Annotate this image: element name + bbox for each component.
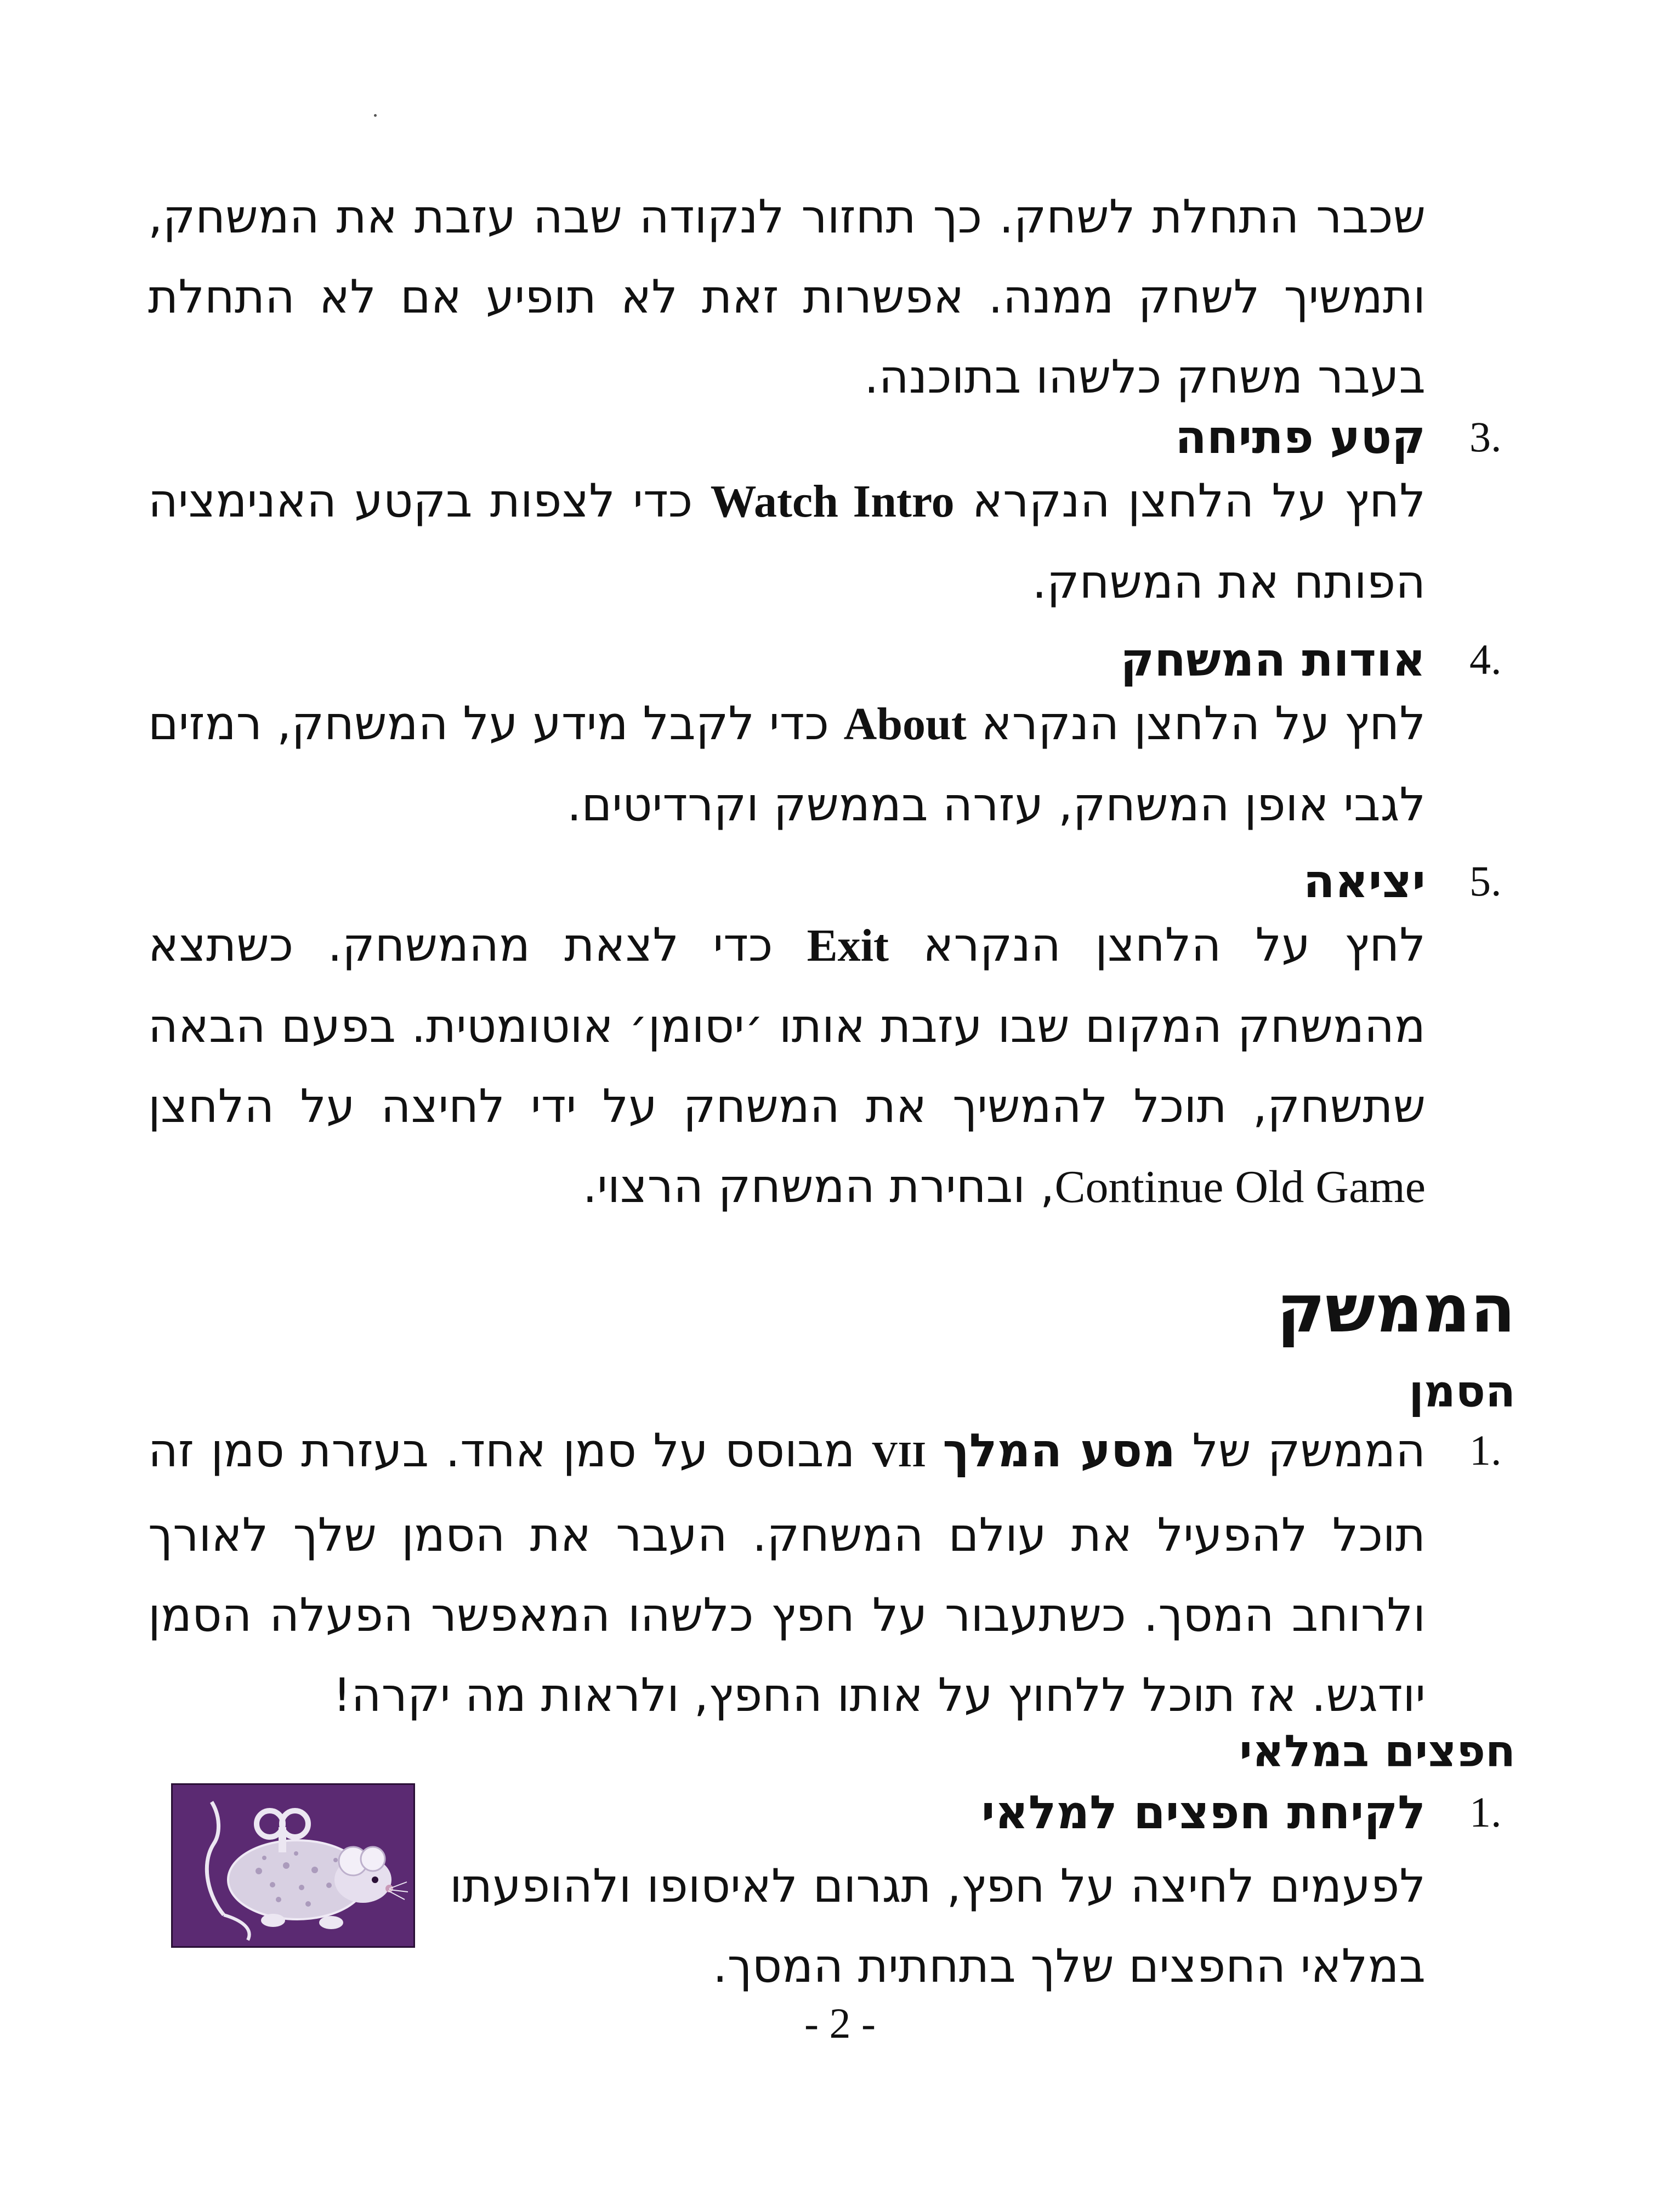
item-3-title: קטע פתיחה bbox=[1175, 410, 1426, 464]
item-5-number: 5. bbox=[1469, 857, 1502, 905]
cursor-item-game-name: מסע המלך bbox=[943, 1424, 1176, 1477]
item-5-text-after: כדי לצאת מהמשחק. כשתצא מהמשחק המקום שבו עזבת אותו ׳יסומן׳ אוטומטית. בפעם הבאה שתשחק, תוכל להמשיך את המשחק על ידי לחיצה על הלחצן bbox=[148, 918, 1426, 1133]
item-3-button-name: Watch Intro bbox=[710, 476, 955, 527]
item-5-button-name: Exit bbox=[807, 920, 889, 971]
item-4-text bbox=[148, 683, 1426, 844]
item-4-text-after: כדי לקבל מידע על המשחק, רמזים לגבי אופן המשחק, עזרה בממשק וקרדיטים. bbox=[148, 696, 1426, 831]
item-4-number: 4. bbox=[1469, 636, 1502, 683]
scan-speck bbox=[374, 114, 377, 117]
cursor-item-text-start: הממשק של bbox=[1192, 1424, 1426, 1477]
item-5-text-end: , ובחירת המשחק הרצוי. bbox=[582, 1159, 1055, 1213]
inventory-item-title: לקיחת חפצים למלאי bbox=[981, 1785, 1426, 1839]
item-5-text-before: לחץ על הלחצן הנקרא bbox=[923, 918, 1426, 972]
inventory-item-text: לפעמים לחיצה על חפץ, תגרום לאיסופו ולהופעתו במלאי החפצים שלך בתחתית המסך. bbox=[450, 1859, 1426, 1993]
item-3-text bbox=[148, 461, 1426, 622]
wind-up-mouse-icon bbox=[171, 1783, 415, 1948]
cursor-item-game-roman: VII bbox=[871, 1435, 926, 1475]
item-3-number: 3. bbox=[1469, 413, 1502, 461]
item-5-title: יציאה bbox=[1303, 854, 1426, 908]
wind-up-mouse-illustration bbox=[171, 1783, 415, 1948]
cursor-item-number: 1. bbox=[1469, 1426, 1502, 1474]
item-3-text-after: כדי לצפות בקטע האנימציה הפותח את המשחק. bbox=[148, 474, 1426, 609]
subsection-title-inventory: חפצים במלאי bbox=[1239, 1726, 1516, 1777]
section-title-interface: הממשק bbox=[1276, 1271, 1516, 1347]
cursor-item-text-rest: מבוסס על סמן אחד. בעזרת סמן זה תוכל להפעיל את עולם המשחק. העבר את הסמן שלך לאורך ולרוחב המסך. כשתעבור על חפץ כלשהו המאפשר הפעלה הסמן יודגש. אז תוכל ללחוץ על אותו החפץ, ולראות מה יקרה! bbox=[148, 1424, 1426, 1722]
item-4-text-before: לחץ על הלחצן הנקרא bbox=[981, 696, 1426, 750]
intro-paragraph: שכבר התחלת לשחק. כך תחזור לנקודה שבה עזבת את המשחק, ותמשיך לשחק ממנה. אפשרות זאת לא תופיע אם לא התחלת בעבר משחק כלשהו בתוכנה. bbox=[148, 190, 1426, 404]
subsection-title-cursor: הסמן bbox=[1409, 1366, 1516, 1417]
item-3-text-before: לחץ על הלחצן הנקרא bbox=[972, 474, 1426, 528]
cursor-item-text bbox=[148, 1410, 1426, 1735]
item-5-text bbox=[148, 905, 1426, 1227]
inventory-item-number: 1. bbox=[1469, 1788, 1502, 1836]
page-number: - 2 - bbox=[804, 1999, 876, 2047]
item-4-title: אודות המשחק bbox=[1120, 633, 1426, 687]
item-4-button-name: About bbox=[843, 699, 967, 750]
item-5-button-name-2: Continue Old Game bbox=[1054, 1161, 1426, 1212]
